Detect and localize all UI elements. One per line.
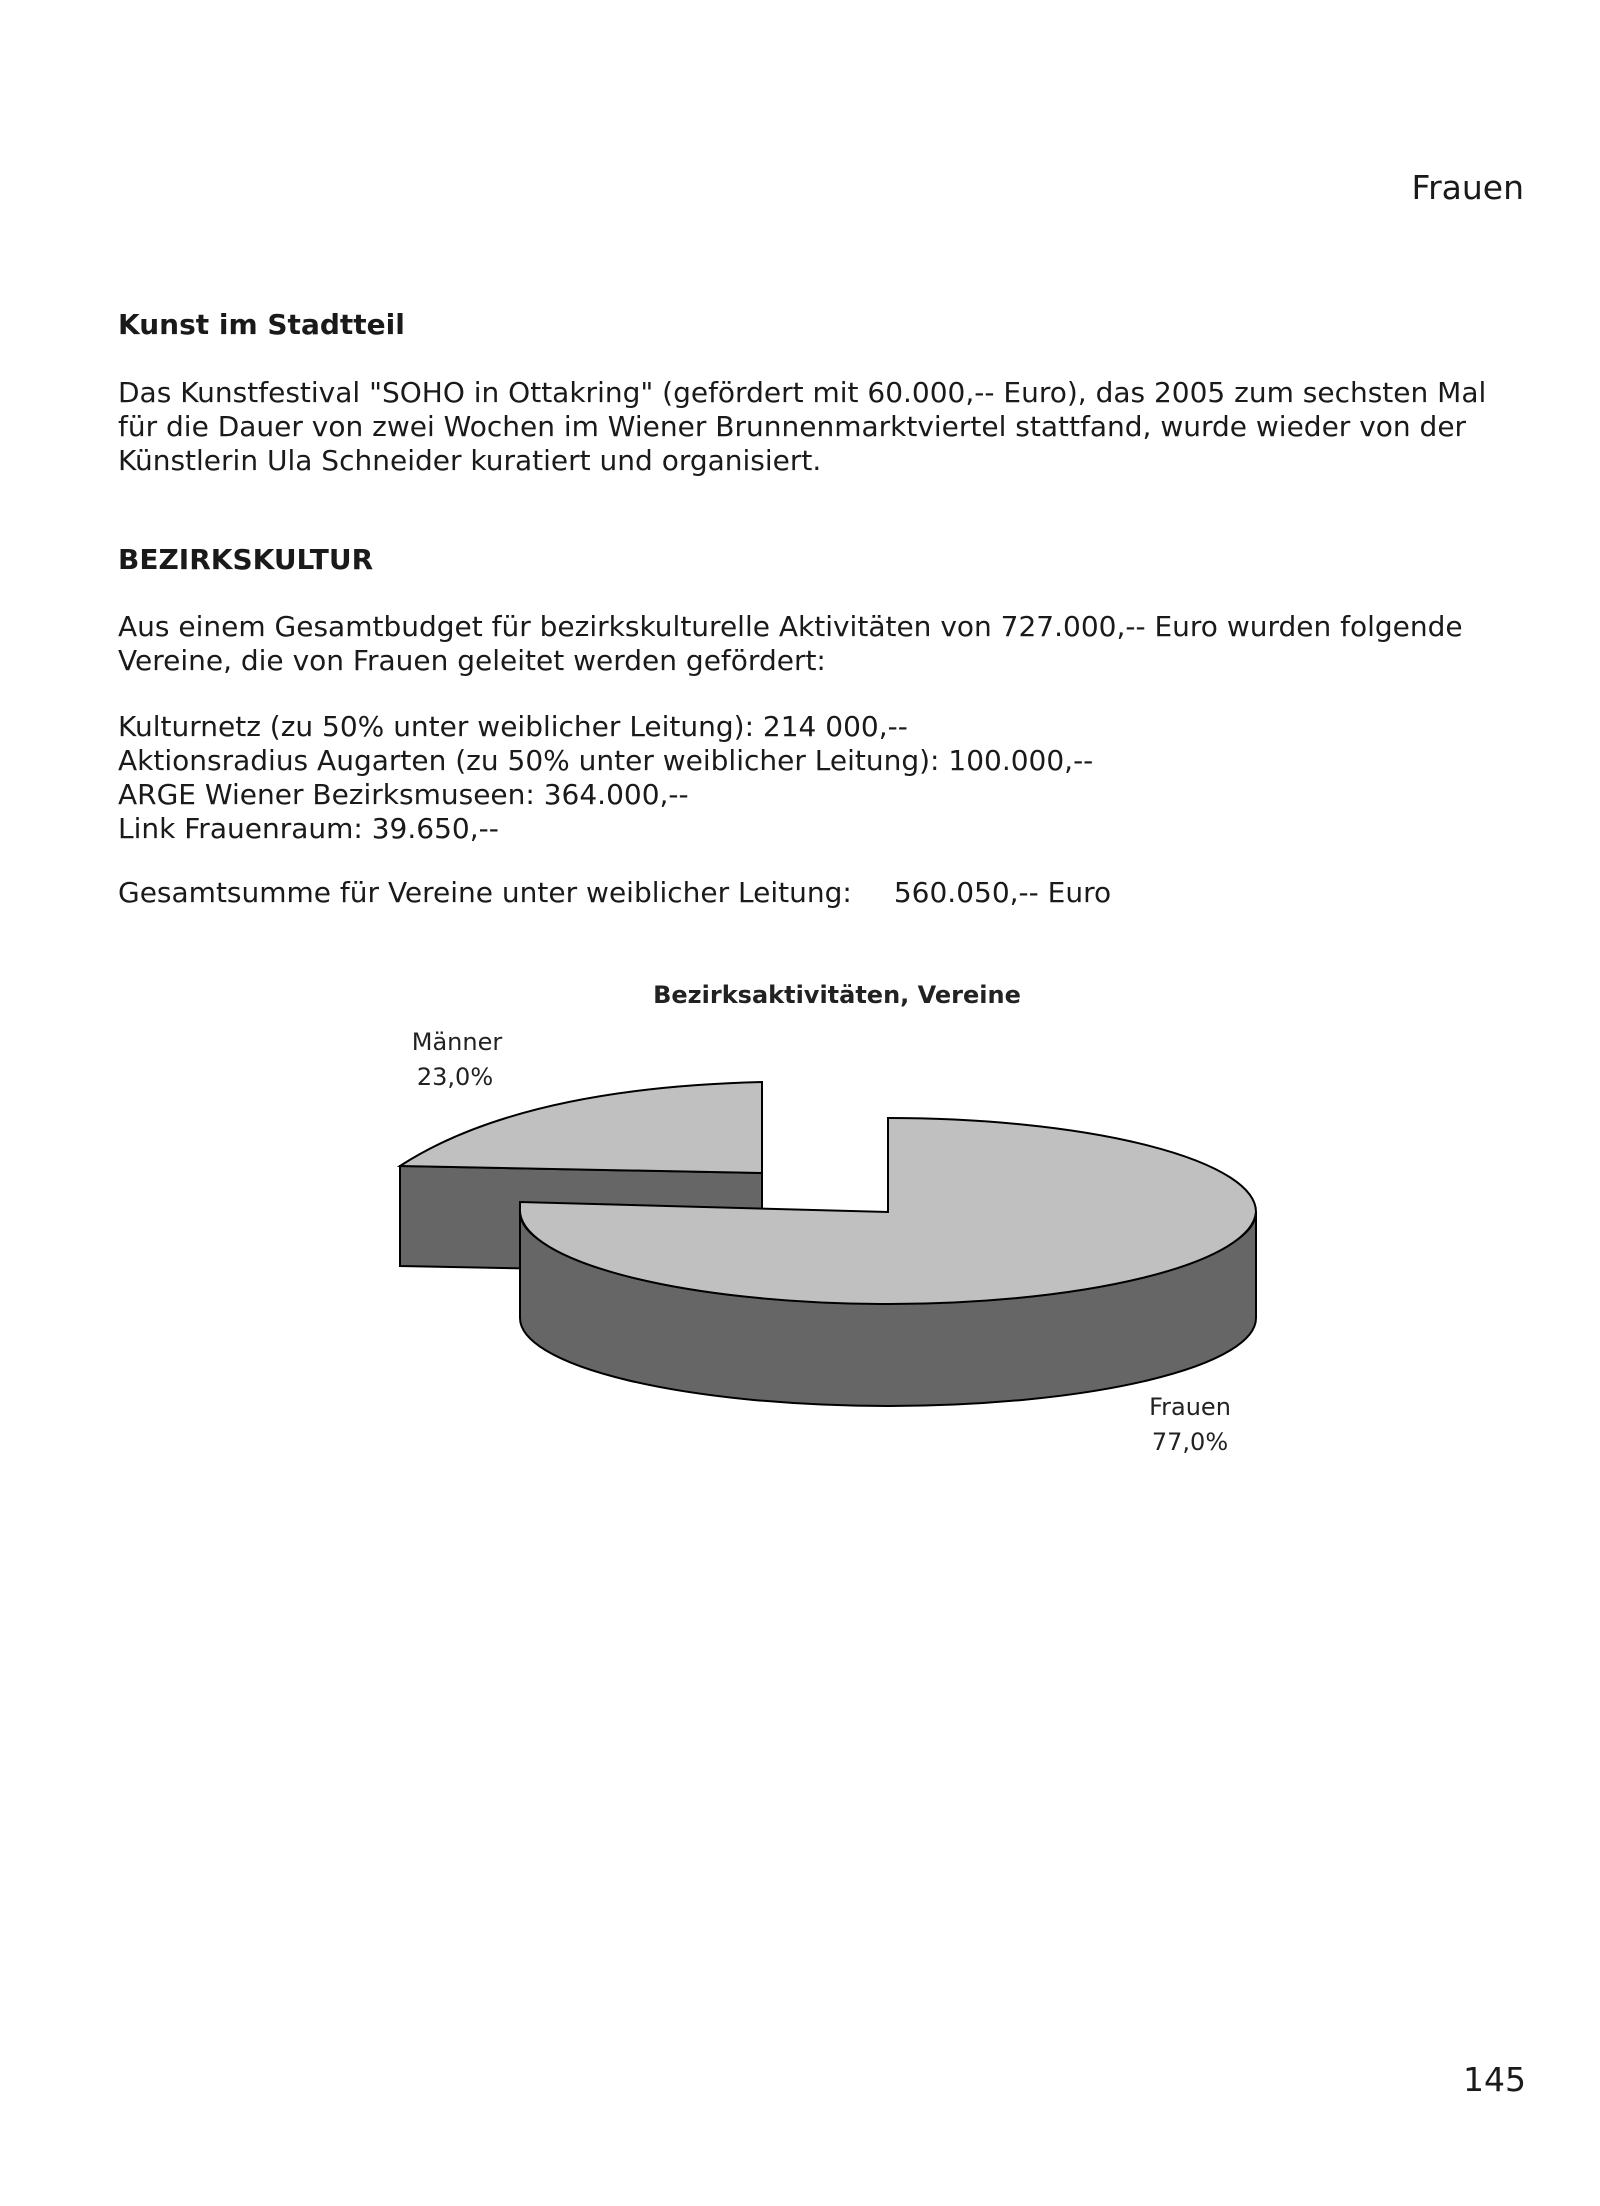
list-item: Aktionsradius Augarten (zu 50% unter weiblicher Leitung): 100.000,-- [118,744,1094,777]
text-line: Das Kunstfestival "SOHO in Ottakring" (gefördert mit 60.000,-- Euro), das 2005 zum sechsten Mal [118,376,1487,409]
running-header: Frauen [1411,168,1524,207]
text-line: Künstlerin Ula Schneider kuratiert und organisiert. [118,444,822,477]
text-line: Aus einem Gesamtbudget für bezirkskulturelle Aktivitäten von 727.000,-- Euro wurden folgende [118,610,1463,643]
section-heading-kunst: Kunst im Stadtteil [118,308,405,341]
list-item: Link Frauenraum: 39.650,-- [118,812,499,845]
label-frauen: Frauen [1149,1393,1231,1421]
text-line: Vereine, die von Frauen geleitet werden gefördert: [118,644,826,677]
page-number: 145 [1463,2060,1526,2099]
value-maenner: 23,0% [416,1063,494,1091]
list-item: Kulturnetz (zu 50% unter weiblicher Leitung): 214 000,-- [118,710,908,743]
section-heading-bezirkskultur: BEZIRKSKULTUR [118,543,374,576]
text-line: für die Dauer von zwei Wochen im Wiener Brunnenmarktviertel stattfand, wurde wieder von der [118,410,1467,443]
slice-maenner-top [400,1082,762,1173]
value-frauen: 77,0% [1151,1428,1229,1456]
list-item: ARGE Wiener Bezirksmuseen: 364.000,-- [118,778,689,811]
total-label: Gesamtsumme für Vereine unter weiblicher Leitung: [118,876,852,909]
label-maenner: Männer [411,1028,503,1056]
total-value: 560.050,-- Euro [893,876,1112,909]
chart-title: Bezirksaktivitäten, Vereine [653,981,1021,1009]
